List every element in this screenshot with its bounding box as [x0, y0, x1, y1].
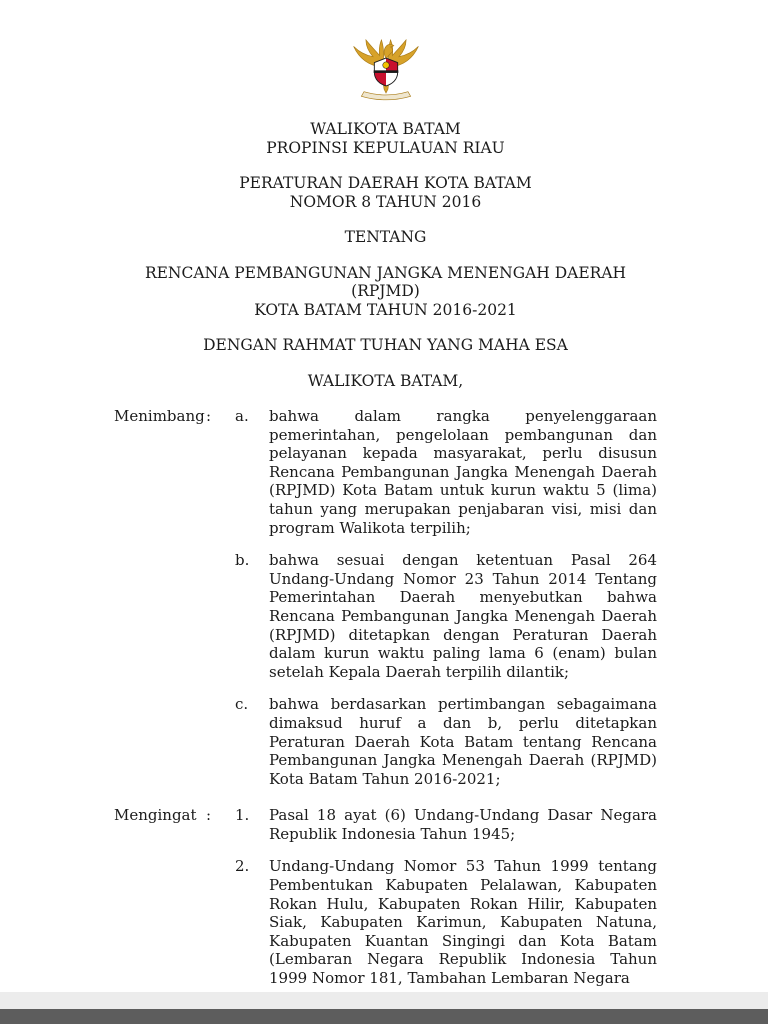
label-spacer: [114, 857, 206, 987]
grace-line: DENGAN RAHMAT TUHAN YANG MAHA ESA: [203, 336, 568, 354]
item-marker: b.: [235, 551, 250, 570]
item-marker: c.: [235, 695, 249, 714]
clauses: [114, 407, 657, 988]
label-spacer: [114, 551, 206, 681]
about-label: TENTANG: [344, 228, 427, 246]
issuer-line: WALIKOTA BATAM,: [307, 371, 464, 390]
menimbang-colon: :: [206, 407, 212, 425]
garuda-pancasila-emblem: [114, 36, 657, 110]
item-marker: a.: [235, 407, 249, 425]
item-marker: 1.: [235, 806, 250, 825]
colon-spacer: [206, 695, 235, 788]
subject-line-1: RENCANA PEMBANGUNAN JANGKA MENENGAH DAERAH (RPJMD): [144, 263, 627, 300]
menimbang-label: Menimbang: [114, 407, 205, 425]
mengingat-label: Mengingat: [114, 806, 197, 825]
viewer-bottom-bar: [0, 1009, 768, 1024]
mengingat-item-1: [114, 806, 657, 843]
mengingat-colon: :: [206, 806, 212, 825]
regulation-number: NOMOR 8 TAHUN 2016: [289, 192, 482, 211]
menimbang-item-c: [114, 695, 657, 788]
subject-line-2: KOTA BATAM TAHUN 2016-2021: [254, 300, 517, 319]
viewer-footer-strip: [0, 992, 768, 1009]
garuda-pancasila-icon: [347, 36, 425, 106]
item-text: Pasal 18 ayat (6) Undang-Undang Dasar Negara Republik Indonesia Tahun 1945;: [269, 806, 657, 843]
menimbang-item-b: [114, 551, 657, 681]
menimbang-item-a: [114, 407, 657, 537]
item-text: bahwa berdasarkan pertimbangan sebagaimana dimaksud huruf a dan b, perlu ditetapkan Peraturan Daerah Kota Batam tentang Rencana Pembangunan Jangka Menengah Daerah (RPJMD) Kota Batam Tahun 2016-2021;: [269, 695, 657, 788]
letterhead-office: WALIKOTA BATAM: [310, 120, 461, 138]
colon-spacer: [206, 857, 235, 987]
item-text: bahwa sesuai dengan ketentuan Pasal 264 Undang-Undang Nomor 23 Tahun 2014 Tentang Pemerintahan Daerah menyebutkan bahwa Rencana Pembangunan Jangka Menengah Daerah (RPJMD) ditetapkan dengan Peraturan Daerah dalam kurun waktu paling lama 6 (enam) bulan setelah Kepala Daerah terpilih dilantik;: [269, 551, 657, 681]
item-text: Undang-Undang Nomor 53 Tahun 1999 tentang Pembentukan Kabupaten Pelalawan, Kabupaten Rokan Hulu, Kabupaten Rokan Hilir, Kabupaten Siak, Kabupaten Karimun, Kabupaten Natuna, Kabupaten Kuantan Singingi dan Kota Batam (Lembaran Negara Republik Indonesia Tahun 1999 Nomor 181, Tambahan Lembaran Negara: [269, 857, 657, 988]
letterhead-province: PROPINSI KEPULAUAN RIAU: [266, 138, 505, 157]
regulation-title: PERATURAN DAERAH KOTA BATAM: [239, 174, 532, 192]
mengingat-item-2: [114, 857, 657, 987]
label-spacer: [114, 695, 206, 788]
item-text: bahwa dalam rangka penyelenggaraan pemerintahan, pengelolaan pembangunan dan pelayanan kepada masyarakat, perlu disusun Rencana Pembangunan Jangka Menengah Daerah (RPJMD) Kota Batam untuk kurun waktu 5 (lima) tahun yang merupakan penjabaran visi, misi dan program Walikota terpilih;: [269, 407, 657, 537]
colon-spacer: [206, 551, 235, 681]
item-marker: 2.: [235, 857, 250, 876]
